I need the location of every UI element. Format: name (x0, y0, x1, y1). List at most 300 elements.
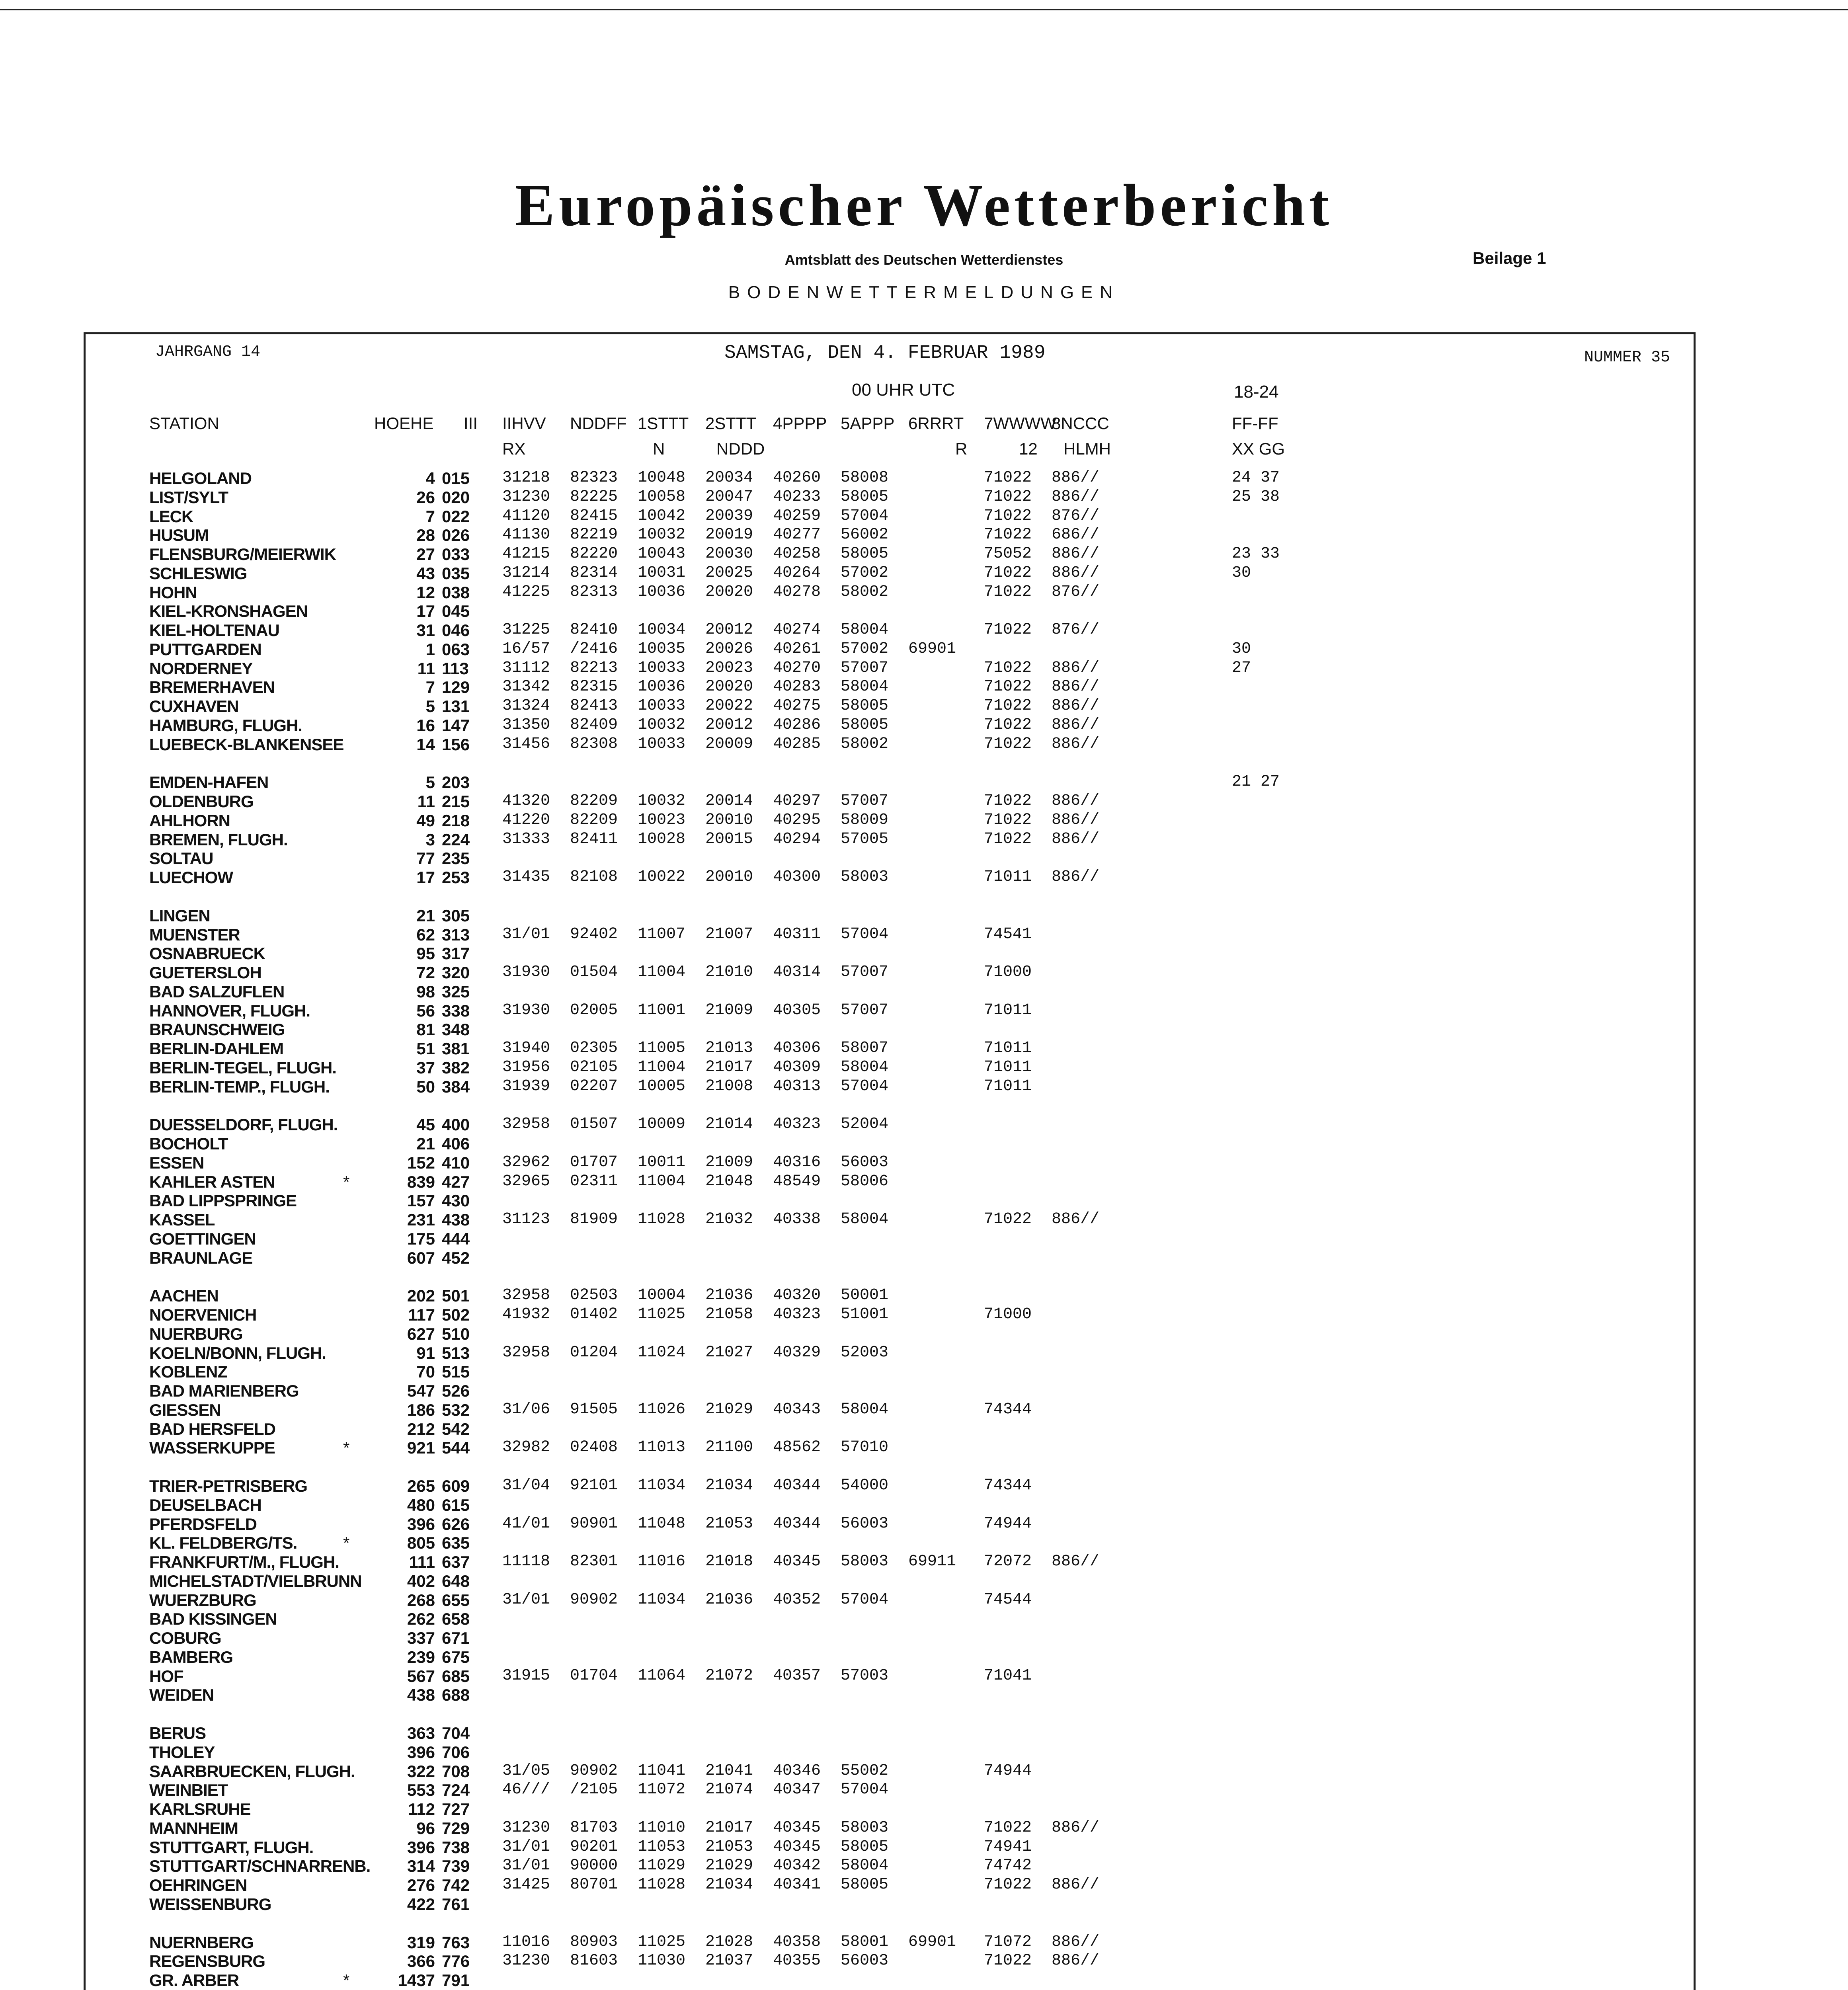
col-wind-header: FF-FF (1232, 414, 1278, 433)
station-name: MUENSTER (149, 925, 240, 944)
synop-group-2: 82313 (570, 583, 618, 601)
station-name: NORDERNEY (149, 659, 253, 678)
synop-group-6: 58005 (841, 716, 889, 734)
synop-group-2: 82219 (570, 526, 618, 544)
synop-group-4: 21007 (705, 925, 753, 943)
station-name: OEHRINGEN (149, 1876, 247, 1894)
station-altitude: 839 (407, 1173, 435, 1191)
station-altitude: 62 (416, 925, 435, 944)
synop-group-7: 69911 (908, 1553, 956, 1571)
station-id: 655 (442, 1591, 470, 1610)
synop-group-9: 886// (1052, 697, 1100, 715)
station-id: 776 (442, 1952, 470, 1970)
synop-group-8: 71041 (984, 1667, 1032, 1685)
wind-gust-value: 27 (1232, 659, 1251, 677)
station-name: SAARBRUECKEN, FLUGH. (149, 1762, 355, 1781)
station-name: THOLEY (149, 1743, 215, 1762)
synop-group-1: 31350 (502, 716, 550, 734)
synop-group-8: 71022 (984, 1819, 1032, 1837)
top-rule (0, 9, 1848, 10)
synop-group-2: 02305 (570, 1039, 618, 1057)
station-altitude: 17 (416, 602, 435, 620)
synop-group-5: 40286 (773, 716, 821, 734)
station-altitude: 70 (416, 1362, 435, 1381)
synop-group-4: 21036 (705, 1286, 753, 1304)
station-id: 035 (442, 564, 470, 583)
mountain-station-marker: * (343, 1173, 350, 1191)
station-id: 513 (442, 1344, 470, 1362)
synop-group-5: 40358 (773, 1933, 821, 1951)
synop-group-5: 40264 (773, 564, 821, 582)
synop-group-2: 82209 (570, 792, 618, 810)
table-row (0, 602, 1848, 621)
synop-group-6: 58009 (841, 811, 889, 829)
station-id: 406 (442, 1134, 470, 1153)
synop-group-8: 74344 (984, 1401, 1032, 1418)
synop-group-9: 886// (1052, 1210, 1100, 1228)
synop-group-4: 20010 (705, 868, 753, 886)
synop-group-1: 32958 (502, 1115, 550, 1133)
table-row (0, 830, 1848, 849)
station-id: 320 (442, 963, 470, 982)
station-name: HOHN (149, 583, 197, 602)
synop-group-4: 21053 (705, 1838, 753, 1856)
synop-group-5: 40344 (773, 1477, 821, 1494)
table-row (0, 507, 1848, 526)
synop-group-1: 41225 (502, 583, 550, 601)
station-altitude: 95 (416, 944, 435, 963)
synop-group-1: 31333 (502, 830, 550, 848)
station-altitude: 212 (407, 1420, 435, 1438)
synop-group-3: 10036 (638, 678, 686, 696)
synop-group-3: 10032 (638, 792, 686, 810)
station-id: 704 (442, 1724, 470, 1742)
table-row (0, 1039, 1848, 1058)
synop-group-4: 20030 (705, 545, 753, 563)
station-id: 688 (442, 1686, 470, 1704)
synop-group-5: 40297 (773, 792, 821, 810)
col-7-subheader: R (955, 439, 968, 458)
station-id: 235 (442, 849, 470, 868)
synop-group-6: 58007 (841, 1039, 889, 1057)
synop-group-9: 876// (1052, 507, 1100, 525)
synop-group-5: 40306 (773, 1039, 821, 1057)
synop-group-5: 40323 (773, 1305, 821, 1323)
station-altitude: 402 (407, 1572, 435, 1590)
synop-group-6: 51001 (841, 1305, 889, 1323)
station-id: 444 (442, 1229, 470, 1248)
synop-group-6: 58001 (841, 1933, 889, 1951)
col-5-header: 4PPPP (773, 414, 827, 433)
wind-range-label: 18-24 (1234, 382, 1279, 402)
synop-group-5: 40259 (773, 507, 821, 525)
synop-group-1: 31230 (502, 488, 550, 506)
synop-group-1: 41220 (502, 811, 550, 829)
synop-group-2: 01704 (570, 1667, 618, 1685)
station-name: GUETERSLOH (149, 963, 261, 982)
synop-group-3: 11004 (638, 1173, 686, 1190)
synop-group-9: 886// (1052, 564, 1100, 582)
synop-group-5: 40311 (773, 925, 821, 943)
synop-group-2: 80903 (570, 1933, 618, 1951)
station-name: HANNOVER, FLUGH. (149, 1001, 310, 1020)
table-row (0, 1819, 1848, 1838)
station-name: MICHELSTADT/VIELBRUNN (149, 1572, 362, 1590)
station-id: 675 (442, 1648, 470, 1666)
synop-group-5: 40323 (773, 1115, 821, 1133)
station-name: GOETTINGEN (149, 1229, 256, 1248)
page-subtitle: Amtsblatt des Deutschen Wetterdienstes (784, 252, 1064, 268)
synop-group-8: 71022 (984, 697, 1032, 715)
station-id: 156 (442, 735, 470, 754)
synop-group-3: 11034 (638, 1591, 686, 1609)
table-row (0, 1515, 1848, 1534)
station-id: 026 (442, 526, 470, 544)
synop-group-2: 91505 (570, 1401, 618, 1418)
table-row (0, 678, 1848, 697)
synop-group-5: 40313 (773, 1077, 821, 1095)
station-altitude: 5 (425, 773, 435, 792)
synop-group-1: 16/57 (502, 640, 550, 658)
synop-group-5: 40345 (773, 1838, 821, 1856)
station-altitude: 14 (416, 735, 435, 754)
station-name: BAMBERG (149, 1648, 233, 1666)
station-id: 015 (442, 469, 470, 488)
synop-group-2: 01507 (570, 1115, 618, 1133)
synop-group-3: 10036 (638, 583, 686, 601)
synop-group-1: 41/01 (502, 1515, 550, 1533)
table-row (0, 1286, 1848, 1305)
synop-group-3: 11025 (638, 1305, 686, 1323)
synop-group-4: 21074 (705, 1781, 753, 1799)
synop-group-4: 20020 (705, 678, 753, 696)
synop-group-9: 886// (1052, 792, 1100, 810)
synop-group-1: 41932 (502, 1305, 550, 1323)
station-name: NUERNBERG (149, 1933, 254, 1952)
col-9-header: 8NCCC (1052, 414, 1109, 433)
synop-group-8: 71022 (984, 507, 1032, 525)
station-name: CUXHAVEN (149, 697, 239, 716)
synop-group-4: 20026 (705, 640, 753, 658)
table-row (0, 469, 1848, 488)
station-id: 542 (442, 1420, 470, 1438)
synop-group-3: 10033 (638, 659, 686, 677)
synop-group-6: 57004 (841, 507, 889, 525)
station-id: 708 (442, 1762, 470, 1781)
synop-group-9: 876// (1052, 583, 1100, 601)
synop-group-5: 40342 (773, 1857, 821, 1875)
synop-group-5: 40285 (773, 735, 821, 753)
mountain-station-marker: * (343, 1533, 350, 1552)
table-row (0, 1077, 1848, 1096)
station-name: KIEL-HOLTENAU (149, 621, 279, 640)
table-row (0, 1648, 1848, 1667)
synop-group-3: 10034 (638, 621, 686, 639)
station-altitude: 805 (407, 1533, 435, 1552)
synop-group-8: 71022 (984, 488, 1032, 506)
synop-group-2: 82220 (570, 545, 618, 563)
station-id: 063 (442, 640, 470, 659)
synop-group-1: 31930 (502, 963, 550, 981)
synop-group-3: 11001 (638, 1001, 686, 1019)
station-name: BAD SALZUFLEN (149, 982, 285, 1001)
table-row (0, 659, 1848, 678)
synop-group-2: 82323 (570, 469, 618, 487)
station-name: WEINBIET (149, 1781, 228, 1799)
synop-group-2: 82213 (570, 659, 618, 677)
table-row (0, 1058, 1848, 1077)
station-id: 727 (442, 1800, 470, 1818)
synop-group-6: 57007 (841, 1001, 889, 1019)
synop-group-1: 32965 (502, 1173, 550, 1190)
station-altitude: 11 (417, 792, 435, 811)
table-row (0, 621, 1848, 640)
synop-group-4: 21036 (705, 1591, 753, 1609)
synop-group-6: 57002 (841, 564, 889, 582)
station-name: STUTTGART, FLUGH. (149, 1838, 314, 1857)
synop-group-8: 72072 (984, 1553, 1032, 1571)
station-id: 427 (442, 1173, 470, 1191)
table-row (0, 1591, 1848, 1610)
station-id: 706 (442, 1743, 470, 1762)
synop-group-1: 31940 (502, 1039, 550, 1057)
station-altitude: 262 (407, 1610, 435, 1628)
station-altitude: 4 (425, 469, 435, 488)
station-altitude: 276 (407, 1876, 435, 1894)
synop-group-5: 48549 (773, 1173, 821, 1190)
station-name: EMDEN-HAFEN (149, 773, 269, 792)
col-3-subheader: N (653, 439, 665, 458)
station-altitude: 186 (407, 1401, 435, 1419)
station-altitude: 43 (416, 564, 435, 583)
synop-group-6: 58002 (841, 735, 889, 753)
synop-group-6: 58005 (841, 545, 889, 563)
supplement-label: Beilage 1 (1473, 249, 1546, 267)
table-row (0, 1553, 1848, 1572)
synop-group-6: 57010 (841, 1438, 889, 1456)
synop-group-6: 57005 (841, 830, 889, 848)
synop-group-3: 10005 (638, 1077, 686, 1095)
synop-group-2: 82225 (570, 488, 618, 506)
station-altitude: 319 (407, 1933, 435, 1952)
station-altitude: 91 (416, 1344, 435, 1362)
station-id: 348 (442, 1020, 470, 1039)
table-row (0, 583, 1848, 602)
table-row (0, 526, 1848, 545)
station-name: ESSEN (149, 1153, 204, 1172)
synop-group-2: 81603 (570, 1952, 618, 1970)
synop-group-9: 886// (1052, 469, 1100, 487)
synop-group-1: 31324 (502, 697, 550, 715)
table-row (0, 1325, 1848, 1344)
table-row (0, 792, 1848, 811)
synop-group-1: 46/// (502, 1781, 550, 1799)
table-row (0, 1971, 1848, 1990)
col-hoehe-header: HOEHE (374, 414, 434, 433)
synop-group-6: 55002 (841, 1762, 889, 1780)
station-name: WUERZBURG (149, 1591, 256, 1610)
station-name: COBURG (149, 1629, 221, 1647)
synop-group-2: 02408 (570, 1438, 618, 1456)
station-id: 305 (442, 906, 470, 925)
table-row (0, 1305, 1848, 1325)
station-id: 113 (442, 659, 469, 678)
station-name: REGENSBURG (149, 1952, 265, 1970)
synop-group-9: 886// (1052, 1952, 1100, 1970)
station-name: GIESSEN (149, 1401, 221, 1419)
synop-group-4: 21009 (705, 1153, 753, 1171)
station-id: 626 (442, 1515, 470, 1533)
col-wind-subheader: XX GG (1232, 439, 1285, 458)
synop-group-4: 21048 (705, 1173, 753, 1190)
station-altitude: 111 (409, 1553, 435, 1571)
station-name: NOERVENICH (149, 1305, 257, 1324)
synop-group-1: 31/04 (502, 1477, 550, 1494)
synop-group-2: 82411 (570, 830, 618, 848)
synop-group-1: 41120 (502, 507, 550, 525)
station-name: OSNABRUECK (149, 944, 265, 963)
col-station-header: STATION (149, 414, 219, 433)
station-id: 510 (442, 1325, 470, 1343)
synop-group-6: 58004 (841, 1401, 889, 1418)
table-row (0, 564, 1848, 583)
station-altitude: 152 (407, 1153, 435, 1172)
synop-group-1: 31939 (502, 1077, 550, 1095)
station-name: BRAUNLAGE (149, 1249, 253, 1267)
station-name: KOBLENZ (149, 1362, 227, 1381)
synop-group-3: 11041 (638, 1762, 686, 1780)
synop-group-4: 21017 (705, 1058, 753, 1076)
table-row (0, 1857, 1848, 1876)
synop-group-8: 71011 (984, 1077, 1032, 1095)
synop-group-3: 11064 (638, 1667, 686, 1685)
station-name: FLENSBURG/MEIERWIK (149, 545, 336, 564)
station-altitude: 28 (416, 526, 435, 544)
synop-group-3: 11030 (638, 1952, 686, 1970)
station-altitude: 21 (416, 906, 435, 925)
station-altitude: 422 (407, 1895, 435, 1914)
station-id: 325 (442, 982, 470, 1001)
station-name: BAD LIPPSPRINGE (149, 1191, 297, 1210)
table-row (0, 1762, 1848, 1781)
synop-group-6: 57003 (841, 1667, 889, 1685)
station-name: BREMERHAVEN (149, 678, 275, 696)
synop-group-2: 80701 (570, 1876, 618, 1894)
synop-group-9: 886// (1052, 868, 1100, 886)
table-row (0, 944, 1848, 963)
synop-group-4: 21100 (705, 1438, 753, 1456)
table-row (0, 1477, 1848, 1496)
synop-group-8: 71022 (984, 678, 1032, 696)
synop-group-2: 01402 (570, 1305, 618, 1323)
synop-group-5: 40355 (773, 1952, 821, 1970)
synop-group-3: 10032 (638, 716, 686, 734)
station-altitude: 11 (417, 659, 435, 678)
synop-group-4: 20025 (705, 564, 753, 582)
station-id: 317 (442, 944, 470, 963)
station-altitude: 265 (407, 1477, 435, 1495)
synop-group-3: 11024 (638, 1344, 686, 1362)
station-altitude: 480 (407, 1496, 435, 1514)
station-id: 648 (442, 1572, 470, 1590)
station-id: 526 (442, 1381, 470, 1400)
station-id: 544 (442, 1438, 470, 1457)
page-title: Europäischer Wetterbericht (515, 172, 1333, 238)
station-name: BERLIN-TEMP., FLUGH. (149, 1077, 330, 1096)
synop-group-1: 32958 (502, 1344, 550, 1362)
synop-group-2: 90000 (570, 1857, 618, 1875)
station-name: LECK (149, 507, 193, 526)
station-name: KIEL-KRONSHAGEN (149, 602, 308, 620)
synop-group-1: 32962 (502, 1153, 550, 1171)
synop-group-4: 21029 (705, 1401, 753, 1418)
station-altitude: 231 (407, 1210, 435, 1229)
table-row (0, 1210, 1848, 1229)
station-name: STUTTGART/SCHNARRENB. (149, 1857, 371, 1875)
synop-group-6: 57004 (841, 1077, 889, 1095)
station-id: 253 (442, 868, 470, 887)
synop-group-5: 40278 (773, 583, 821, 601)
station-id: 131 (442, 697, 470, 716)
synop-group-1: 11118 (502, 1553, 550, 1571)
synop-group-1: 41320 (502, 792, 550, 810)
station-altitude: 607 (407, 1249, 435, 1267)
report-date: SAMSTAG, DEN 4. FEBRUAR 1989 (724, 342, 1046, 364)
station-altitude: 175 (407, 1229, 435, 1248)
table-row (0, 697, 1848, 716)
synop-group-8: 71022 (984, 583, 1032, 601)
station-id: 215 (442, 792, 470, 811)
station-id: 129 (442, 678, 470, 696)
synop-group-9: 886// (1052, 678, 1100, 696)
synop-group-5: 40261 (773, 640, 821, 658)
station-id: 685 (442, 1667, 470, 1686)
table-row (0, 1610, 1848, 1629)
synop-group-3: 11004 (638, 1058, 686, 1076)
synop-group-2: /2416 (570, 640, 618, 658)
synop-group-3: 10033 (638, 735, 686, 753)
synop-group-4: 20014 (705, 792, 753, 810)
station-id: 430 (442, 1191, 470, 1210)
synop-group-1: 41215 (502, 545, 550, 563)
station-altitude: 72 (416, 963, 435, 982)
table-row (0, 1800, 1848, 1819)
table-row (0, 811, 1848, 830)
station-altitude: 112 (408, 1800, 435, 1818)
table-row (0, 735, 1848, 754)
synop-group-2: 02503 (570, 1286, 618, 1304)
synop-group-8: 71011 (984, 1001, 1032, 1019)
table-row (0, 906, 1848, 925)
synop-group-1: 31/01 (502, 1591, 550, 1609)
synop-group-8: 71072 (984, 1933, 1032, 1951)
synop-group-1: 31/05 (502, 1762, 550, 1780)
synop-group-6: 58005 (841, 697, 889, 715)
station-name: PUTTGARDEN (149, 640, 261, 659)
table-row (0, 925, 1848, 944)
synop-group-5: 40294 (773, 830, 821, 848)
synop-group-6: 58003 (841, 1819, 889, 1837)
station-name: LINGEN (149, 906, 210, 925)
synop-group-1: 11016 (502, 1933, 550, 1951)
synop-group-7: 69901 (908, 640, 956, 658)
synop-group-3: 11026 (638, 1401, 686, 1418)
table-row (0, 1952, 1848, 1971)
station-name: KARLSRUHE (149, 1800, 251, 1818)
station-altitude: 239 (407, 1648, 435, 1666)
station-name: DEUSELBACH (149, 1496, 261, 1514)
station-name: BREMEN, FLUGH. (149, 830, 288, 849)
